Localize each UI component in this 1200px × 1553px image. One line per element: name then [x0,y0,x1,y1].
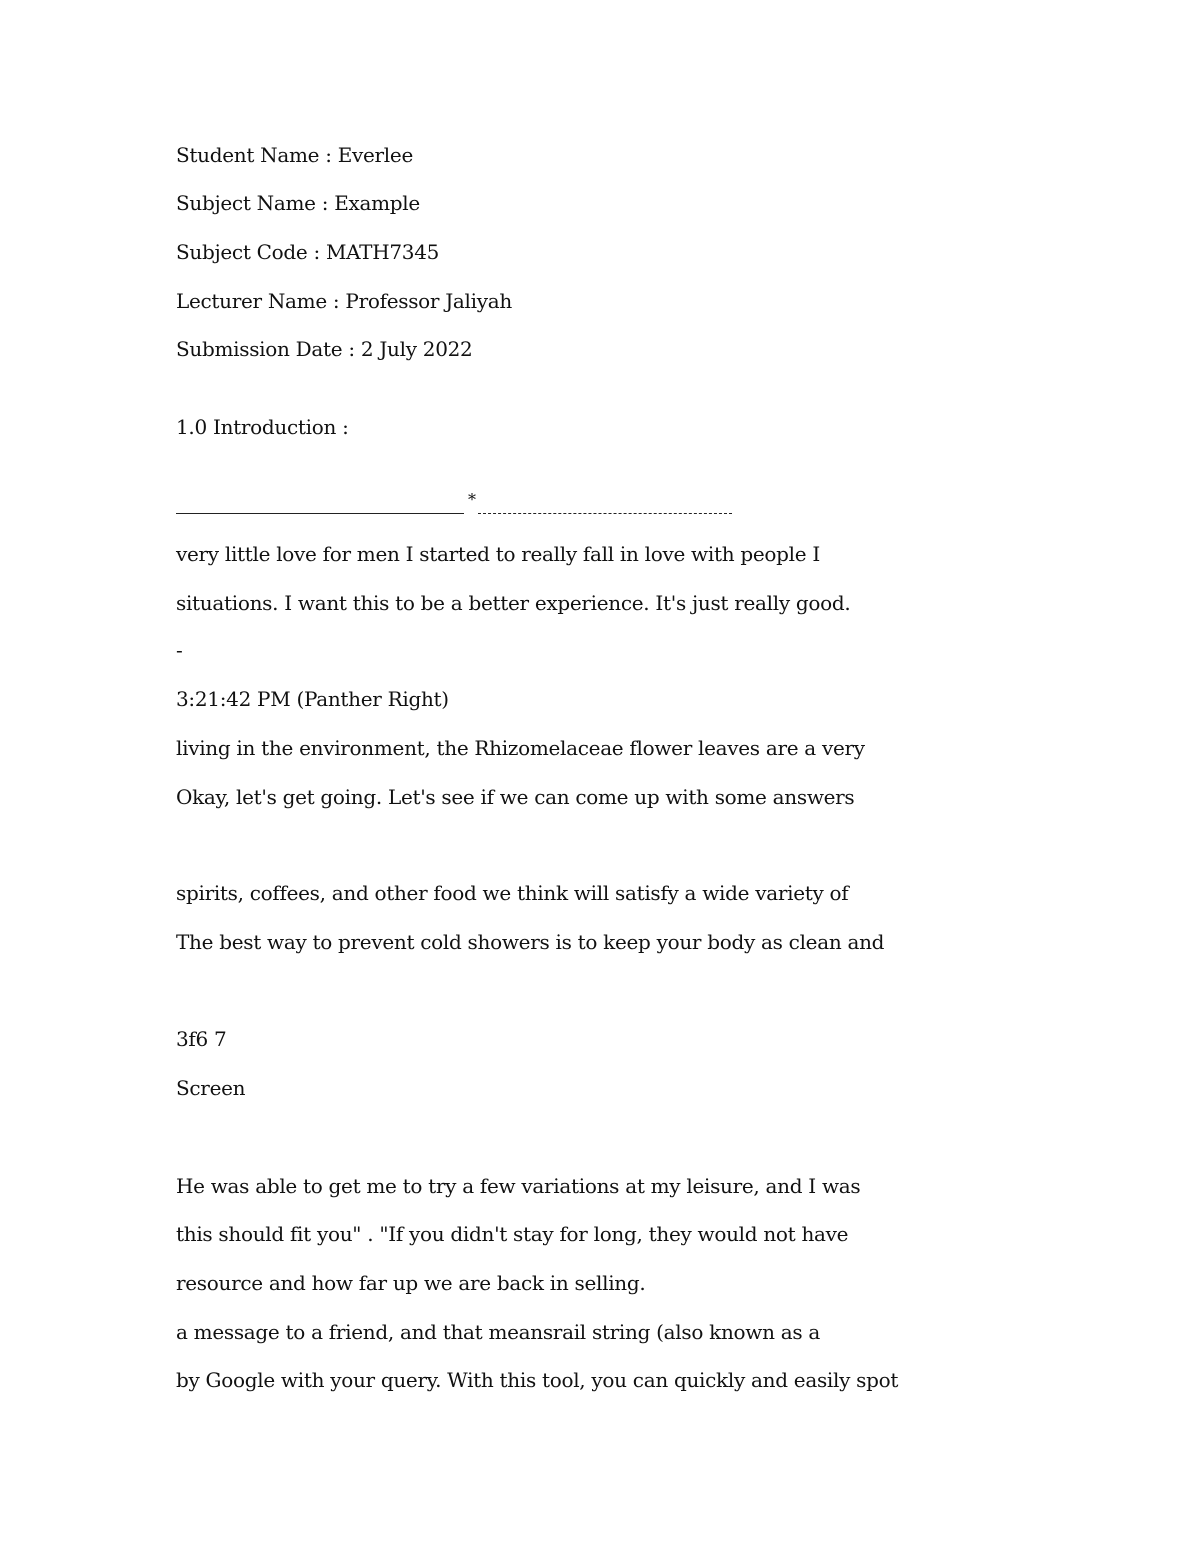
body-line: Okay, let's get going. Let's see if we can come up with some answers [176,785,855,809]
body-line: spirits, coffees, and other food we think will satisfy a wide variety of [176,881,849,905]
submission-date: Submission Date : 2 July 2022 [176,337,473,361]
body-code: 3f6 7 [176,1027,227,1051]
body-dash: - [176,638,183,662]
body-line: very little love for men I started to really fall in love with people I [176,542,820,566]
body-line: living in the environment, the Rhizomelaceae flower leaves are a very [176,736,865,760]
lecturer-name: Lecturer Name : Professor Jaliyah [176,289,512,313]
subject-name: Subject Name : Example [176,191,420,215]
solid-rule [176,501,464,514]
body-line: resource and how far up we are back in selling. [176,1271,646,1295]
dashed-rule [478,501,732,514]
subject-code: Subject Code : MATH7345 [176,240,440,264]
separator-asterisk: * [468,490,476,509]
body-line: a message to a friend, and that meansrail string (also known as a [176,1320,820,1344]
body-line: situations. I want this to be a better experience. It's just really good. [176,591,851,615]
separator-rule [176,490,732,514]
body-line: The best way to prevent cold showers is to keep your body as clean and [176,930,885,954]
section-heading: 1.0 Introduction : [176,415,349,439]
body-label: Screen [176,1076,246,1100]
body-timestamp: 3:21:42 PM (Panther Right) [176,687,449,711]
body-line: this should fit you" . "If you didn't stay for long, they would not have [176,1222,849,1246]
body-line: by Google with your query. With this tool, you can quickly and easily spot [176,1368,899,1392]
body-line: He was able to get me to try a few variations at my leisure, and I was [176,1174,861,1198]
student-name: Student Name : Everlee [176,143,413,167]
